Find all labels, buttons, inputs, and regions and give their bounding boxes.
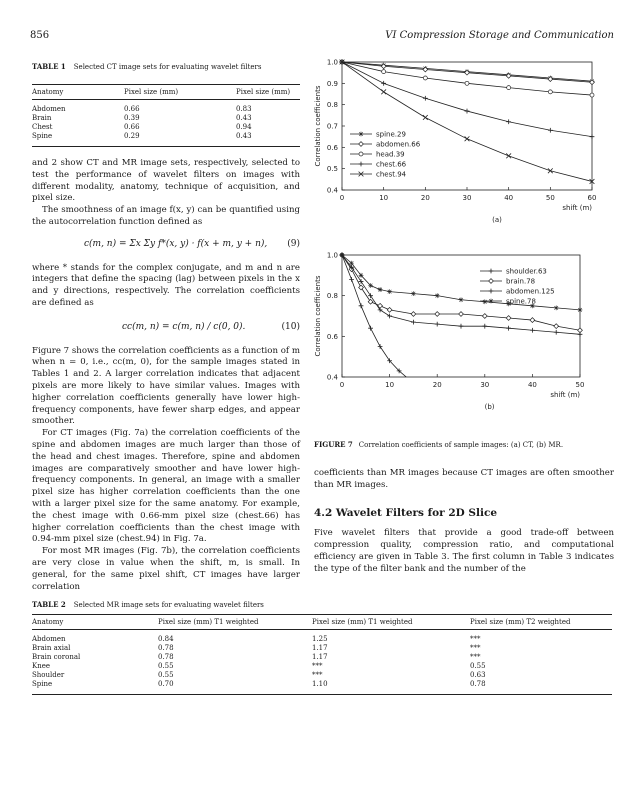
table-cell: Spine: [32, 680, 53, 688]
paragraph: Figure 7 shows the correlation coefficients as a function of m when n = 0, i.e., cc(m, 0), for the sample images stated in Tables 1 and 2. A larger correlation indicates that adjacent pixels are more likely to have similar values. Images with higher correlation coefficients generally have lower high-frequency components, have fewer sharp edges, and appear smoother.: [32, 345, 300, 427]
data-marker: [349, 261, 354, 266]
right-column: [314, 468, 614, 576]
table-cell: ***: [312, 671, 323, 679]
data-marker: [411, 320, 416, 325]
legend-entry: abdomen.66: [376, 140, 421, 149]
table-row: [32, 123, 300, 132]
table-cell: 0.29: [124, 132, 140, 140]
table-cell: 1.17: [312, 644, 328, 652]
table-cell: 0.39: [124, 114, 140, 122]
table-cell: ***: [470, 635, 481, 643]
x-tick-label: 50: [575, 381, 585, 389]
data-marker: [378, 308, 383, 313]
x-tick-label: 30: [462, 194, 472, 202]
data-marker: [359, 279, 364, 284]
legend-entry: head.39: [376, 150, 405, 159]
table-row: [32, 671, 612, 680]
data-marker: [507, 86, 511, 90]
data-marker: [387, 314, 392, 319]
data-marker: [506, 326, 511, 331]
figure7a-chart: [308, 52, 618, 242]
y-tick-label: 0.6: [326, 332, 338, 341]
section-heading: 4.2 Wavelet Filters for 2D Slice: [314, 506, 498, 519]
data-marker: [381, 89, 386, 94]
data-marker: [459, 324, 464, 329]
equation-10-body: cc(m, n) = c(m, n) / c(0, 0).: [122, 321, 246, 332]
data-marker: [489, 299, 494, 304]
table-cell: ***: [312, 662, 323, 670]
figure7-caption: [314, 440, 614, 449]
left-column: [32, 158, 300, 593]
data-marker: [489, 289, 494, 294]
paragraph: For most MR images (Fig. 7b), the correlation coefficients are very close in value when the shift, m, is small. In general, for the same pixel shift, CT images have larger correlation: [32, 546, 300, 592]
data-marker: [435, 293, 440, 298]
paragraph: where * stands for the complex conjugate, and m and n are integers that define the spacing (lag) between pixels in the x and y directions, respectively. The correlation coefficients are defined as: [32, 262, 300, 308]
data-marker: [411, 312, 416, 317]
table-cell: Brain coronal: [32, 653, 81, 661]
equation-9-number: (9): [287, 238, 300, 249]
table1-header-anatomy: Anatomy: [32, 88, 64, 96]
data-marker: [387, 289, 392, 294]
y-tick-label: 0.4: [326, 373, 338, 382]
table-row: [32, 662, 612, 671]
table-cell: 0.78: [158, 644, 174, 652]
paragraph: coefficients than MR images because CT images are often smoother than MR images.: [314, 468, 614, 490]
data-marker: [368, 283, 373, 288]
paragraph: Five wavelet filters that provide a good trade-off between compression quality, compression ratio, and computational efficiency are given in Table 3. The first column in Table 3 indicates the type of the filter bank and the number of the: [314, 528, 614, 574]
table2-header-col1: Pixel size (mm) T1 weighted: [158, 618, 259, 626]
table-cell: 0.78: [158, 653, 174, 661]
table1-caption-text: Selected CT image sets for evaluating wavelet filters: [73, 63, 262, 71]
data-marker: [482, 324, 487, 329]
data-marker: [489, 269, 494, 274]
table-cell: 1.17: [312, 653, 328, 661]
table-cell: Shoulder: [32, 671, 65, 679]
table-row: [32, 644, 612, 653]
data-marker: [382, 70, 386, 74]
panel-label: (a): [492, 216, 502, 224]
data-marker: [435, 312, 440, 317]
data-marker: [359, 132, 364, 137]
data-marker: [489, 279, 494, 284]
data-marker: [435, 322, 440, 327]
table2-header-anatomy: Anatomy: [32, 618, 64, 626]
page-number: 856: [30, 30, 50, 41]
data-marker: [368, 293, 373, 298]
table-cell: Brain: [32, 114, 52, 122]
data-marker: [465, 81, 469, 85]
data-marker: [423, 67, 428, 72]
table1-header-pixel-size-2: Pixel size (mm): [236, 88, 291, 96]
data-marker: [459, 297, 464, 302]
table-cell: 0.55: [158, 671, 174, 679]
table-cell: 0.63: [470, 671, 486, 679]
data-marker: [590, 80, 595, 85]
chart-a-plot: [314, 59, 596, 225]
table-cell: Abdomen: [32, 105, 66, 113]
table1-header-pixel-size-1: Pixel size (mm): [124, 88, 179, 96]
x-tick-label: 10: [379, 194, 389, 202]
data-marker: [423, 76, 427, 80]
x-tick-label: 10: [385, 381, 395, 389]
y-tick-label: 0.8: [326, 292, 338, 301]
data-marker: [590, 134, 595, 139]
x-tick-label: 40: [527, 381, 537, 389]
x-tick-label: 20: [420, 194, 430, 202]
table-cell: 0.78: [470, 680, 486, 688]
table2-header-col3: Pixel size (mm) T2 weighted: [470, 618, 571, 626]
paragraph: The smoothness of an image f(x, y) can be quantified using the autocorrelation function defined as: [32, 205, 300, 227]
x-tick-label: 0: [339, 381, 345, 389]
panel-label: (b): [484, 403, 495, 411]
data-marker: [423, 115, 428, 120]
legend-entry: abdomen.125: [506, 287, 555, 296]
y-tick-label: 0.5: [326, 165, 338, 174]
data-marker: [465, 109, 470, 114]
table-cell: 0.83: [236, 105, 252, 113]
data-marker: [554, 330, 559, 335]
data-marker: [578, 308, 583, 313]
data-marker: [482, 299, 487, 304]
data-marker: [349, 277, 354, 282]
table-cell: 1.25: [312, 635, 328, 643]
table2-header-col2: Pixel size (mm) T1 weighted: [312, 618, 413, 626]
y-axis-label: Correlation coefficients: [314, 85, 322, 167]
data-marker: [340, 253, 345, 258]
y-tick-label: 0.9: [326, 79, 338, 88]
table1-caption: [32, 62, 261, 71]
table-cell: Abdomen: [32, 635, 66, 643]
equation-9-body: c(m, n) = Σx Σy f*(x, y) · f(x + m, y + n),: [84, 238, 268, 249]
data-marker: [465, 136, 470, 141]
x-tick-label: 30: [480, 381, 490, 389]
table-cell: 0.66: [124, 105, 140, 113]
data-marker: [368, 299, 373, 304]
data-marker: [381, 81, 386, 86]
paragraph: For CT images (Fig. 7a) the correlation coefficients of the spine and abdomen images are much larger than those of the head and chest images. Therefore, spine and abdomen images are comparatively smoother and have lower high-frequency components. In general, an image with a smaller pixel size has higher correlation coefficients than the one with a larger pixel size for the same anatomy. For example, the chest image with 0.66-mm pixel size (chest.66) has higher correlation coefficients than the chest image with 0.94-mm pixel size (chest.94) in Fig. 7a.: [32, 428, 300, 545]
data-marker: [578, 332, 583, 337]
data-marker: [359, 303, 364, 308]
data-marker: [381, 64, 386, 69]
data-marker: [359, 162, 364, 167]
x-tick-label: 60: [587, 194, 597, 202]
y-axis-label: Correlation coefficients: [314, 275, 322, 357]
table-row: [32, 680, 612, 695]
table-cell: 0.84: [158, 635, 174, 643]
data-marker: [359, 142, 364, 147]
legend-entry: brain.78: [506, 277, 536, 286]
data-marker: [387, 308, 392, 313]
y-tick-label: 0.7: [326, 122, 338, 131]
data-marker: [378, 287, 383, 292]
data-marker: [506, 73, 511, 78]
table-cell: 0.70: [158, 680, 174, 688]
legend-entry: spine.29: [376, 130, 406, 139]
table1-label: TABLE 1: [32, 62, 66, 71]
x-tick-label: 40: [504, 194, 514, 202]
table-cell: 0.94: [236, 123, 252, 131]
data-marker: [359, 285, 364, 290]
data-marker: [554, 324, 559, 329]
data-marker: [506, 119, 511, 124]
data-marker: [378, 344, 383, 349]
data-marker: [548, 90, 552, 94]
paragraph: and 2 show CT and MR image sets, respectively, selected to test the performance of wavelet filters on images with different modality, anatomy, technique of acquisition, and pixel size.: [32, 158, 300, 204]
data-marker: [459, 312, 464, 317]
data-marker: [506, 153, 511, 158]
legend-entry: chest.94: [376, 170, 407, 179]
data-marker: [506, 316, 511, 321]
table-cell: 0.43: [236, 114, 252, 122]
data-marker: [465, 70, 470, 75]
table-cell: ***: [470, 653, 481, 661]
table2-caption: [32, 600, 264, 609]
data-marker: [368, 326, 373, 331]
chart-b-plot: [314, 252, 584, 412]
y-tick-label: 0.6: [326, 143, 338, 152]
table-row: [32, 132, 300, 147]
data-marker: [548, 168, 553, 173]
data-marker: [590, 93, 594, 97]
data-marker: [482, 314, 487, 319]
x-tick-label: 50: [545, 194, 555, 202]
y-tick-label: 0.4: [326, 186, 338, 195]
table2-label: TABLE 2: [32, 600, 66, 609]
table2-caption-text: Selected MR image sets for evaluating wavelet filters: [73, 601, 264, 609]
figure7-caption-text: Correlation coefficients of sample images: (a) CT, (b) MR.: [358, 441, 564, 449]
x-axis-label: shift (m): [550, 391, 580, 399]
table-cell: Spine: [32, 132, 53, 140]
table-row: [32, 630, 612, 645]
data-marker: [554, 305, 559, 310]
x-axis-label: shift (m): [562, 204, 592, 212]
table-cell: 1.10: [312, 680, 328, 688]
y-tick-label: 1.0: [326, 251, 338, 260]
table-cell: Chest: [32, 123, 53, 131]
running-title: VI Compression Storage and Communication: [385, 30, 614, 41]
data-marker: [423, 96, 428, 101]
y-tick-label: 1.0: [326, 58, 338, 67]
table2: [32, 614, 612, 695]
equation-10-number: (10): [281, 321, 300, 332]
table-row: [32, 114, 300, 123]
data-marker: [411, 291, 416, 296]
x-tick-label: 0: [339, 194, 345, 202]
legend-entry: chest.66: [376, 160, 407, 169]
table-row: [32, 653, 612, 662]
data-marker: [530, 328, 535, 333]
equation-9: [84, 239, 300, 251]
data-marker: [548, 77, 553, 82]
data-marker: [548, 128, 553, 133]
legend-entry: shoulder.63: [506, 267, 547, 276]
data-marker: [359, 273, 364, 278]
data-marker: [359, 152, 363, 156]
figure7b-chart: [308, 245, 618, 430]
figure7-caption-label: FIGURE 7: [314, 440, 353, 449]
table1: [32, 84, 300, 147]
legend-entry: spine.78: [506, 297, 536, 306]
table-cell: Knee: [32, 662, 51, 670]
x-tick-label: 20: [432, 381, 442, 389]
table-cell: Brain axial: [32, 644, 71, 652]
y-tick-label: 0.8: [326, 101, 338, 110]
table-cell: 0.55: [158, 662, 174, 670]
table-row: [32, 100, 300, 115]
table-cell: ***: [470, 644, 481, 652]
table-cell: 0.66: [124, 123, 140, 131]
equation-10: [122, 322, 300, 334]
data-marker: [530, 318, 535, 323]
table-cell: 0.55: [470, 662, 486, 670]
table-cell: 0.43: [236, 132, 252, 140]
